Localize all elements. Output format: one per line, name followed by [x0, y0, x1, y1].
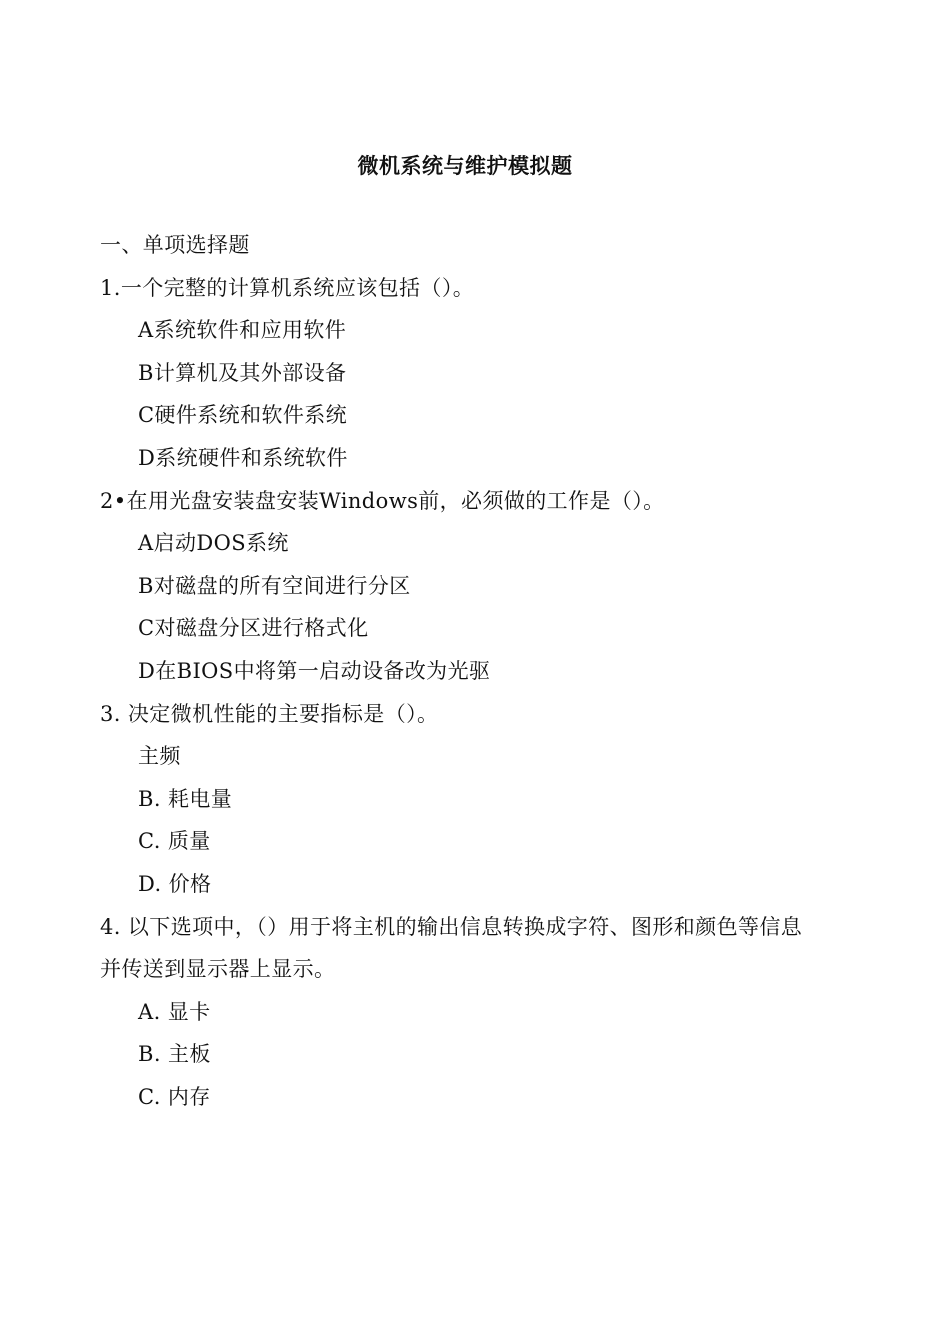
question-option: B. 耗电量: [138, 786, 233, 811]
question-stem-continuation: 并传送到显示器上显示。: [100, 957, 336, 982]
question-option: A启动DOS系统: [138, 531, 289, 556]
question-option: B计算机及其外部设备: [138, 360, 347, 385]
question-stem: 4. 以下选项中，（）用于将主机的输出信息转换成字符、图形和颜色等信息: [100, 914, 803, 939]
question-3: [100, 693, 840, 906]
question-option: B对磁盘的所有空间进行分区: [138, 573, 411, 598]
question-4: [100, 906, 840, 1119]
question-option: C. 内存: [138, 1084, 211, 1109]
question-stem: 2•在用光盘安装盘安装Windows前，必须做的工作是（）。: [100, 488, 665, 513]
question-option: C对磁盘分区进行格式化: [138, 616, 369, 641]
question-1: [100, 267, 840, 480]
question-option: 主频: [138, 744, 181, 769]
question-option: A系统软件和应用软件: [138, 318, 347, 343]
question-option: D. 价格: [138, 871, 212, 896]
section-heading: 一、单项选择题: [100, 233, 250, 257]
document-title: 微机系统与维护模拟题: [357, 154, 573, 178]
question-stem: 1.一个完整的计算机系统应该包括（）。: [100, 275, 475, 300]
question-option: D系统硬件和系统软件: [138, 445, 348, 470]
question-option: C硬件系统和软件系统: [138, 403, 348, 428]
document-body: [100, 224, 840, 1118]
question-option: A. 显卡: [138, 999, 211, 1024]
question-option: D在BIOS中将第一启动设备改为光驱: [138, 658, 491, 683]
question-option: B. 主板: [138, 1042, 211, 1067]
question-stem: 3. 决定微机性能的主要指标是（）。: [100, 701, 439, 726]
question-2: [100, 480, 840, 693]
question-option: C. 质量: [138, 829, 211, 854]
